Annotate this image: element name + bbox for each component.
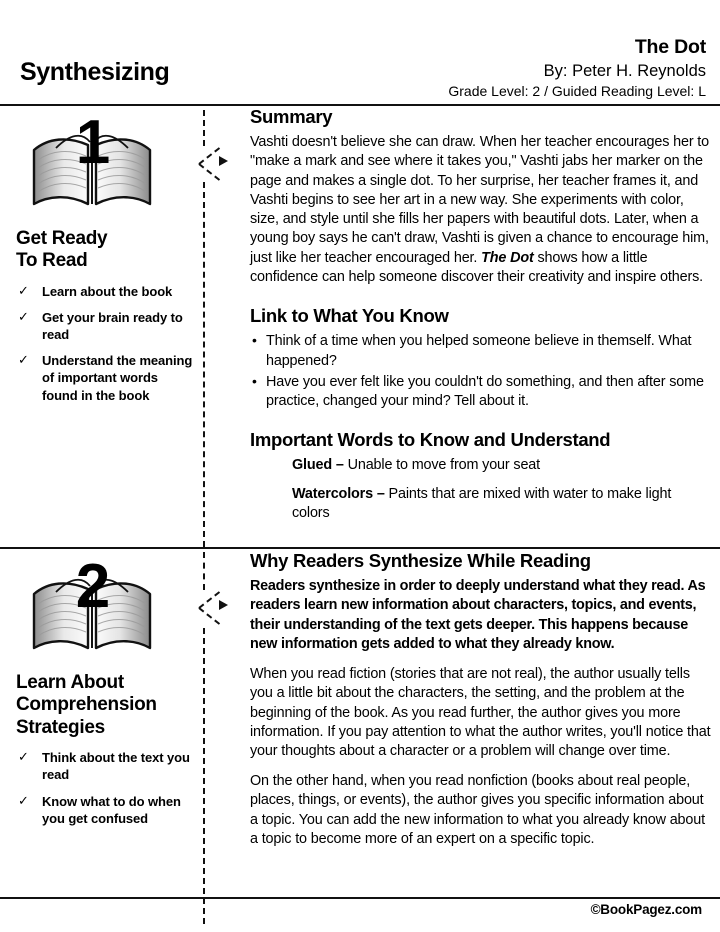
vocabulary-dash: – [372, 485, 389, 502]
summary-heading: Summary [250, 106, 333, 127]
vocabulary-definition: Unable to move from your seat [347, 457, 541, 474]
link-bullet-item [250, 373, 712, 411]
checklist-item-label: Get your brain ready to read [42, 309, 183, 343]
section-2-left-column [0, 550, 196, 836]
section-1-heading-line-2: To Read [16, 250, 88, 272]
link-bullet-label: Think of a time when you helped someone believe in themself. What happened? [266, 333, 692, 369]
footer-divider [0, 897, 720, 899]
why-readers-synthesize-heading: Why Readers Synthesize While Reading [250, 550, 591, 571]
checklist-item-label: Know what to do when you get confused [42, 793, 181, 826]
book-metadata [448, 36, 706, 100]
check-icon: ✓ [18, 308, 29, 324]
section-2-heading-line-3: Strategies [16, 716, 105, 738]
book-author: By: Peter H. Reynolds [543, 61, 706, 80]
checklist-item-label: Understand the meaning of important words found in the book [42, 353, 193, 403]
section-learn-about-comprehension-strategies [0, 550, 720, 897]
check-icon: ✓ [18, 749, 29, 765]
section-divider [0, 547, 720, 549]
book-reading-level: Grade Level: 2 / Guided Reading Level: L [448, 82, 706, 99]
vocabulary-definition: Paints that are mixed with water to make light colors [292, 485, 672, 521]
vocabulary-term: Watercolors [292, 485, 373, 502]
checklist-item [14, 749, 196, 783]
page-header [0, 0, 720, 106]
bullet-icon: • [252, 332, 257, 349]
vocabulary-term: Glued [292, 457, 333, 474]
section-2-heading-line-2: Comprehension [16, 694, 157, 716]
link-to-what-you-know-heading: Link to What You Know [250, 305, 449, 327]
vocabulary-item [292, 485, 712, 523]
checklist-item [14, 283, 196, 300]
section-number: 1 [75, 108, 109, 177]
footer-copyright: ©BookPagez.com [590, 902, 702, 917]
section-1-heading [16, 228, 196, 273]
summary-book-title-mention: The Dot [481, 249, 534, 266]
check-icon: ✓ [18, 352, 29, 368]
checklist-item-label: Learn about the book [42, 283, 173, 299]
check-icon: ✓ [18, 282, 29, 298]
check-icon: ✓ [18, 792, 29, 808]
summary-text-part-1: Vashti doesn't believe she can draw. When her teacher encourages her to "make a mark and see where it takes you," Vashti jabs her marker on the page and makes a single dot. To her surprise, her teacher frames it, and Vashti begins to see her art in a new way. She experiments with color, size, and style until she fills her papers with beautiful dots. Later, when a young boy says he can't draw, Vashti is given a chance to encourage him, just like her teacher encouraged her. [250, 134, 710, 266]
section-1-left-column [0, 106, 196, 413]
open-book-icon [26, 552, 158, 662]
strategy-title: Synthesizing [20, 58, 170, 86]
checklist-item-label: Think about the text you read [42, 750, 190, 783]
bullet-icon: • [252, 372, 257, 389]
why-paragraph-fiction: When you read fiction (stories that are not real), the author usually tells you a little bit about the characters, the setting, and the problem at the beginning of the book. As you read further, the author gives you more information. If you pay attention to what the author writes, you'll notice that your thoughts about a character or a problem will change over time. [250, 666, 711, 760]
link-to-what-you-know-list [250, 332, 712, 411]
section-2-heading [16, 672, 196, 739]
why-paragraph-nonfiction: On the other hand, when you read nonfiction (books about real people, places, things, or events), the author gives you specific information about a topic. You can add the new information to what you already know about a topic to become more of an expert on a specific topic. [250, 773, 705, 847]
section-1-right-column [250, 106, 712, 532]
checklist-item [14, 793, 196, 827]
section-get-ready-to-read [0, 106, 720, 547]
open-book-icon [26, 108, 158, 218]
book-title: The Dot [634, 36, 706, 58]
section-2-heading-line-1: Learn About [16, 672, 124, 693]
link-bullet-label: Have you ever felt like you couldn't do something, and then after some practice, changed your mind? Tell about it. [266, 373, 704, 409]
why-intro-paragraph: Readers synthesize in order to deeply understand what they read. As readers learn new information about characters, topics, and events, their understanding of the text gets deeper. This happens because new information gets added to what they already know. [250, 578, 706, 652]
summary-text-part-2: shows how a little confidence can help someone discover their creativity and inspire others. [250, 249, 704, 285]
section-number: 2 [75, 552, 109, 621]
section-2-right-column [250, 550, 712, 849]
important-words-heading: Important Words to Know and Understand [250, 429, 611, 451]
checklist-item [14, 352, 196, 403]
summary-paragraph [250, 133, 712, 287]
checklist-item [14, 309, 196, 343]
vocabulary-list [250, 456, 712, 522]
vocabulary-dash: – [332, 457, 348, 474]
vocabulary-item [292, 456, 712, 475]
section-2-checklist [14, 749, 196, 827]
section-1-checklist [14, 283, 196, 404]
section-1-heading-line-1: Get Ready [16, 228, 108, 249]
link-bullet-item [250, 332, 712, 370]
